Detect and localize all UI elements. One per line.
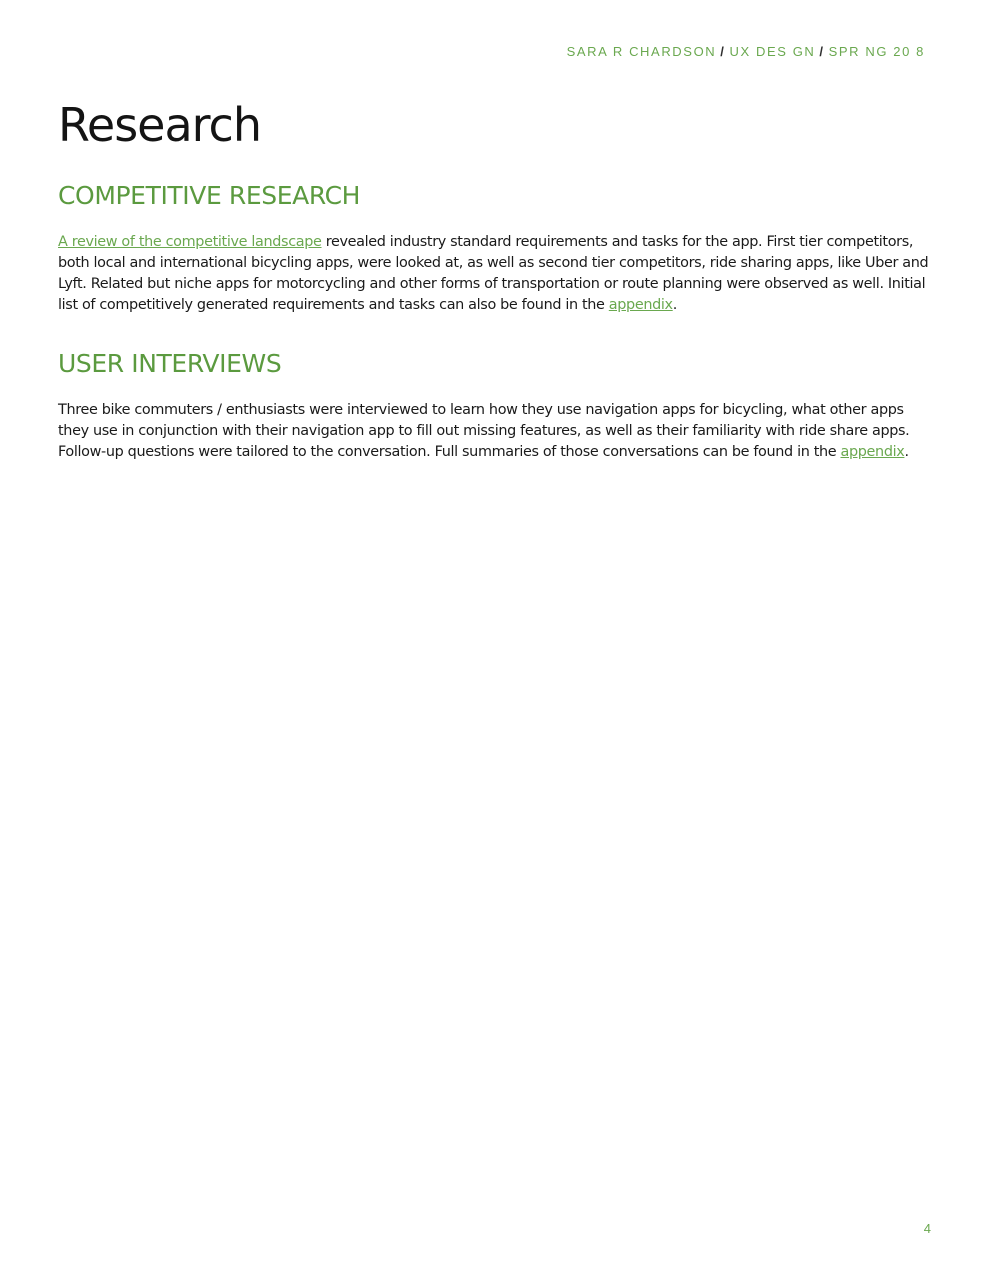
user-interviews-text: Three bike commuters / enthusiasts were interviewed to learn how they use navigation apps for bicycling, what other apps they use in conjunction with their navigation app to fill out missing features, as well as their familiarity with ride share apps. Follow-up questions were tailored to the conversation. Full summaries of those conversations can be found in the	[58, 402, 910, 460]
page-title: Research	[58, 98, 261, 152]
header-author: SARA R CHARDSON	[566, 44, 717, 59]
user-interviews-end: .	[904, 444, 909, 460]
header-term: SPR NG 20 8	[828, 44, 925, 59]
header-course: UX DES GN	[729, 44, 816, 59]
competitive-research-text: revealed industry standard requirements and tasks for the app. First tier competitors, both local and international bicycling apps, were looked at, as well as second tier competitors, ride sharing apps, like Uber and Lyft. Related but niche apps for motorcycling and other forms of transportation or route planning were observed as well. Initial list of competitively generated requirements and tasks can also be found in the	[58, 234, 929, 313]
competitive-research-heading: COMPETITIVE RESEARCH	[58, 181, 361, 210]
user-interviews-paragraph	[58, 400, 930, 463]
competitive-research-paragraph	[58, 232, 930, 316]
running-header	[567, 44, 925, 59]
appendix-link[interactable]: appendix	[608, 297, 673, 313]
header-separator: /	[819, 44, 825, 59]
header-separator: /	[720, 44, 726, 59]
competitive-landscape-link[interactable]: A review of the competitive landscape	[58, 234, 322, 250]
page-number: 4	[923, 1221, 931, 1236]
user-interviews-heading: USER INTERVIEWS	[58, 349, 282, 378]
appendix-link[interactable]: appendix	[840, 444, 905, 460]
competitive-research-end: .	[672, 297, 677, 313]
